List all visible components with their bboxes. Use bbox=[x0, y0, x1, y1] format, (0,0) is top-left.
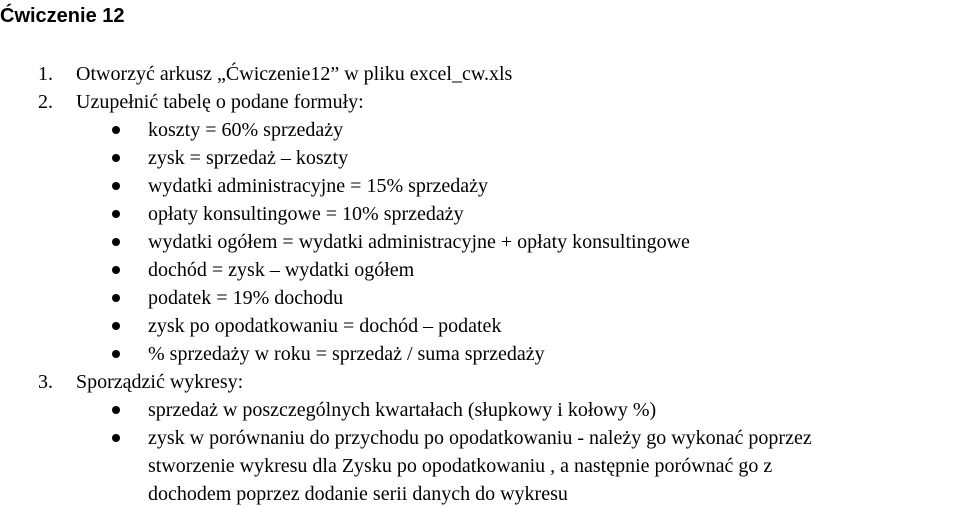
formula-item: opłaty konsultingowe = 10% sprzedaży bbox=[148, 203, 464, 225]
bullet-icon bbox=[112, 294, 120, 302]
formula-item: wydatki administracyjne = 15% sprzedaży bbox=[148, 175, 489, 197]
formula-item: zysk = sprzedaż – koszty bbox=[148, 147, 349, 169]
item-text: Uzupełnić tabelę o podane formuły: bbox=[76, 91, 364, 113]
chart-task-line: stworzenie wykresu dla Zysku po opodatkowaniu , a następnie porównać go z bbox=[148, 455, 773, 477]
formula-item: % sprzedaży w roku = sprzedaż / suma sprzedaży bbox=[148, 343, 545, 365]
item-number: 1. bbox=[38, 63, 53, 85]
formula-item: dochód = zysk – wydatki ogółem bbox=[148, 259, 415, 281]
bullet-icon bbox=[112, 154, 120, 162]
chart-task-line: zysk w porównaniu do przychodu po opodatkowaniu - należy go wykonać poprzez bbox=[148, 427, 812, 449]
bullet-icon bbox=[112, 126, 120, 134]
bullet-icon bbox=[112, 266, 120, 274]
item-text: Otworzyć arkusz „Ćwiczenie12” w pliku excel_cw.xls bbox=[76, 63, 513, 85]
bullet-icon bbox=[112, 210, 120, 218]
item-text: Sporządzić wykresy: bbox=[76, 371, 244, 393]
formula-item: zysk po opodatkowaniu = dochód – podatek bbox=[148, 315, 502, 337]
page-title: Ćwiczenie 12 bbox=[0, 5, 125, 27]
chart-task-item: sprzedaż w poszczególnych kwartałach (słupkowy i kołowy %) bbox=[148, 399, 657, 421]
bullet-icon bbox=[112, 238, 120, 246]
formula-item: wydatki ogółem = wydatki administracyjne + opłaty konsultingowe bbox=[148, 231, 690, 253]
formula-item: koszty = 60% sprzedaży bbox=[148, 119, 344, 141]
formula-item: podatek = 19% dochodu bbox=[148, 287, 344, 309]
chart-task-line: dochodem poprzez dodanie serii danych do wykresu bbox=[148, 483, 568, 505]
bullet-icon bbox=[112, 406, 120, 414]
bullet-icon bbox=[112, 350, 120, 358]
bullet-icon bbox=[112, 182, 120, 190]
item-number: 3. bbox=[38, 371, 53, 393]
bullet-icon bbox=[112, 434, 120, 442]
bullet-icon bbox=[112, 322, 120, 330]
item-number: 2. bbox=[38, 91, 53, 113]
